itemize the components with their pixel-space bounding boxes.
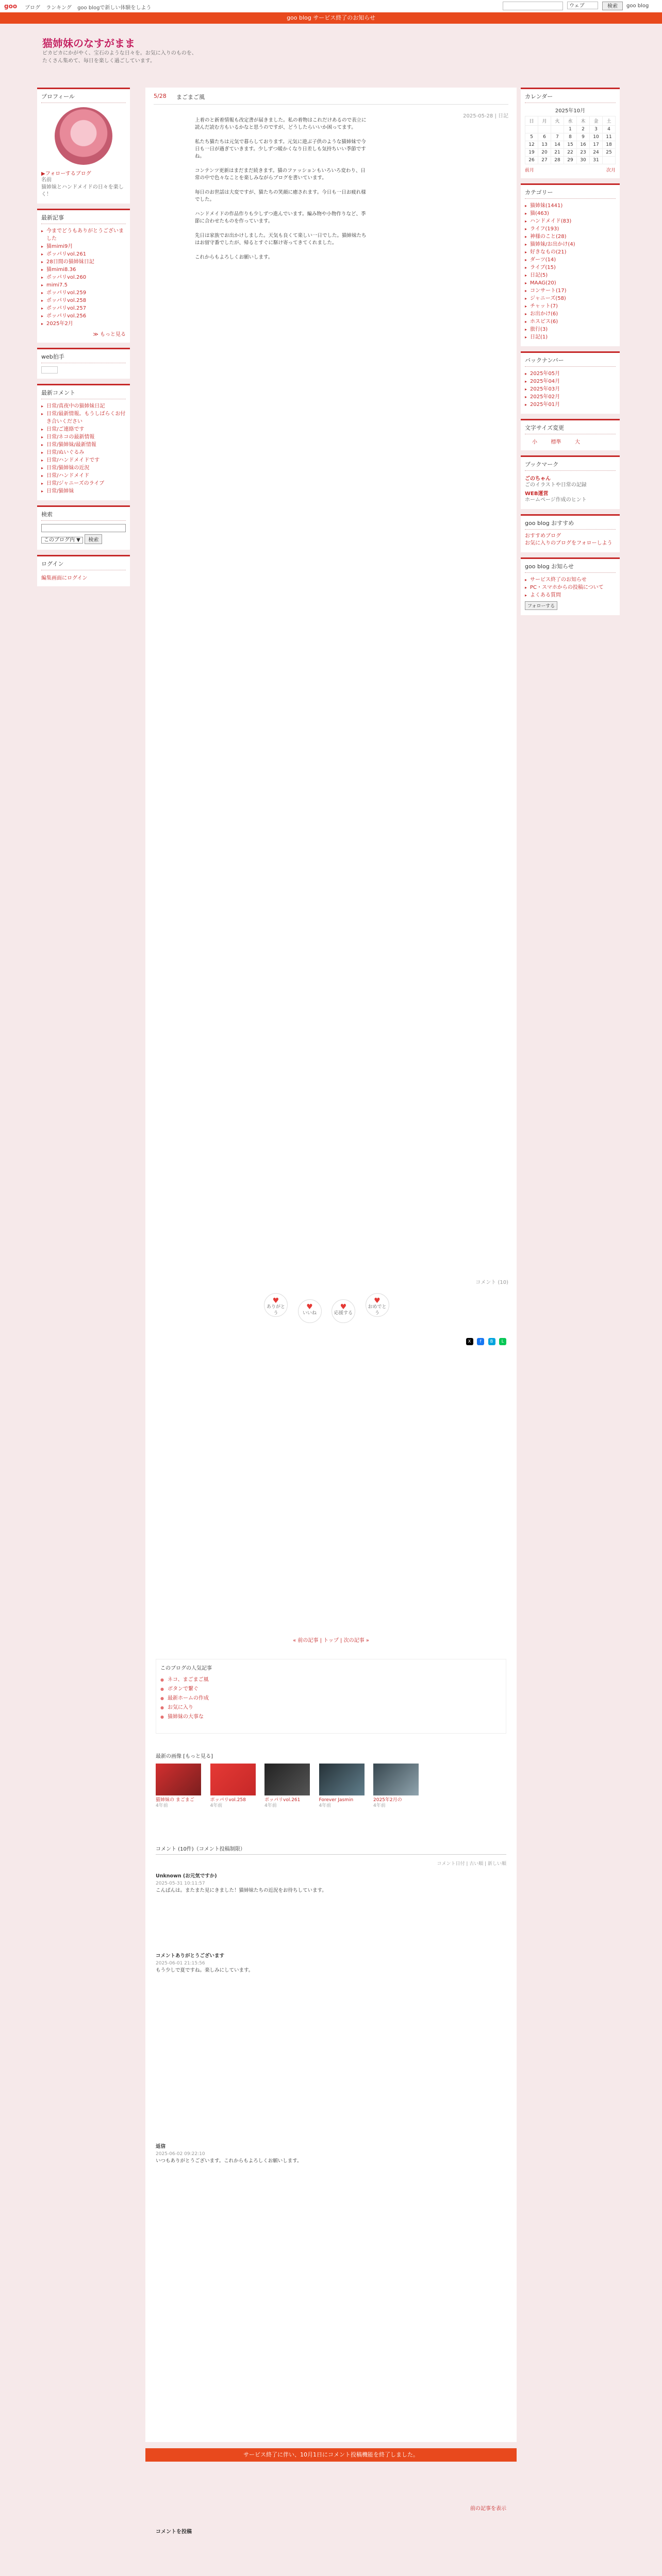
category-item[interactable]: ▸ 猫姉妹(1441) (525, 202, 616, 210)
comment-text: こんばんは。またまた見にきました！猫姉妹たちの近況をお待ちしています。 (156, 1888, 327, 1893)
category-item[interactable]: ▸ 神様のこと(28) (525, 233, 616, 241)
reaction-congrats-button[interactable]: ♥ おめでとう (366, 1293, 389, 1317)
bookmark-box (521, 455, 620, 509)
blog-search-box (37, 505, 130, 550)
search-button[interactable]: 検索 (602, 2, 623, 10)
archive-title: バックナンバー (525, 356, 616, 367)
recent-post-item[interactable]: ▸ ポッパリvol.257 (41, 304, 126, 312)
recent-comment-item[interactable]: ▸ 日常/猫姉妹 (41, 487, 126, 495)
left-sidebar (37, 88, 130, 591)
goo-recommend-link[interactable]: おすすめブログ (525, 533, 561, 539)
image-thumb[interactable]: Forever Jasmin 4年前 (319, 1764, 365, 1809)
goo-news-item[interactable]: ▸ PC・スマホからの投稿について (525, 584, 616, 591)
recent-comment-item[interactable]: ▸ 日常/ご連絡です (41, 426, 126, 433)
recent-post-item[interactable]: ▸ 2025年2月 (41, 320, 126, 328)
comment-author: Unknown (お元気ですか) (156, 1873, 217, 1879)
search-scope-select[interactable]: ウェブ (567, 2, 598, 9)
recent-comment-item[interactable]: ▸ 日常/ハンドメイドです (41, 456, 126, 464)
category-item[interactable]: ▸ MAAG(20) (525, 279, 616, 287)
webclap-button[interactable] (41, 366, 58, 374)
bookmark-link[interactable]: WEB運営 (525, 491, 549, 497)
comment-form-title: コメントを投稿 (156, 2529, 192, 2535)
goo-news-item[interactable]: ▸ よくある質問 (525, 591, 616, 599)
thumb-image (319, 1764, 365, 1795)
hatena-share-icon[interactable]: B (488, 1338, 495, 1345)
archive-item[interactable]: ▸ 2025年02月 (525, 393, 616, 401)
heart-icon: ♥ (272, 1297, 279, 1305)
recent-comments-title: 最新コメント (41, 388, 126, 399)
bookmark-link[interactable]: ごのちゃん (525, 476, 551, 482)
profile-box (37, 88, 130, 204)
recent-post-item[interactable]: ▸ ポッパリvol.259 (41, 289, 126, 297)
category-item[interactable]: ▸ ハンドメイド(83) (525, 217, 616, 225)
recent-comment-item[interactable]: ▸ 日常/猫姉妹の近況 (41, 464, 126, 472)
right-sidebar (521, 88, 620, 620)
recent-post-item[interactable]: ▸ ポッパリvol.260 (41, 274, 126, 281)
recent-post-item[interactable]: ▸ 28日間の猫姉妹日記 (41, 258, 126, 266)
popular-post-item[interactable]: ● 猫姉妹の大事な (160, 1713, 502, 1722)
comment-author: 返信 (156, 2144, 166, 2149)
goo-news-item[interactable]: ▸ サービス終了のお知らせ (525, 576, 616, 584)
search-input[interactable] (503, 2, 563, 10)
blog-search-input[interactable] (41, 524, 126, 532)
recent-comment-item[interactable]: ▸ 日常/真夜中の猫姉妹日記 (41, 402, 126, 410)
thumb-image (156, 1764, 201, 1795)
line-share-icon[interactable]: L (499, 1338, 506, 1345)
bookmark-desc: ごのイラストや日常の記録 (525, 482, 587, 488)
login-link[interactable]: 編集画面にログイン (41, 575, 88, 581)
share-buttons (464, 1337, 507, 1345)
archive-item[interactable]: ▸ 2025年05月 (525, 370, 616, 378)
category-item[interactable]: ▸ コンサート(17) (525, 287, 616, 295)
recent-post-item[interactable]: ▸ ポッパリvol.258 (41, 297, 126, 304)
entry-body (195, 117, 370, 261)
recent-comments-box (37, 384, 130, 500)
promo-banner[interactable]: goo blog サービス終了のお知らせ (0, 12, 662, 24)
category-item[interactable]: ▸ 猫姉妹/お出かけ(4) (525, 241, 616, 248)
recent-more-link[interactable]: ≫ もっと見る (93, 332, 126, 337)
recent-comment-item[interactable]: ▸ 日常/ネコの最新情報 (41, 433, 126, 441)
category-item[interactable]: ▸ 好きなもの(21) (525, 248, 616, 256)
category-item[interactable]: ▸ 猫(463) (525, 210, 616, 217)
comments-sort-links[interactable]: コメント日付 | 古い順 | 新しい順 (437, 1861, 506, 1867)
category-item[interactable]: ▸ ライブ(15) (525, 264, 616, 272)
thumb-image (264, 1764, 310, 1795)
category-item[interactable]: ▸ ライフ(193) (525, 225, 616, 233)
toplink-ranking[interactable]: ランキング (46, 5, 72, 11)
recent-comment-item[interactable]: ▸ 日常/ハンドメイド (41, 472, 126, 480)
blog-title[interactable]: 猫姉妹のなすがまま (42, 37, 135, 49)
comment-text: もう少しで夏ですね。楽しみにしています。 (156, 1968, 254, 1973)
comment-item (156, 1953, 506, 1974)
calendar-nav (525, 166, 616, 173)
comment-date: 2025-06-02 09:22:10 (156, 2151, 205, 2157)
popular-post-item[interactable]: ● 最新ホームの作成 (160, 1694, 502, 1703)
comments-pager-link[interactable]: 前の記事を表示 (470, 2506, 506, 2512)
recent-comment-item[interactable]: ▸ 日常/ジャニーズのライブ (41, 480, 126, 487)
popular-post-item[interactable]: ● お気に入り (160, 1703, 502, 1713)
profile-title: プロフィール (41, 92, 126, 103)
webclap-title: web拍手 (41, 352, 126, 363)
entry-paragraph: 先日は家族でお出かけしました。天気も良くて楽しい一日でした。猫姉妹たちはお留守番でしたが、帰るとすぐに駆け寄ってきてくれました。 (195, 233, 367, 246)
recent-posts-box (37, 209, 130, 343)
top-links (25, 3, 155, 11)
category-item[interactable]: ▸ ホスピス(6) (525, 318, 616, 326)
toplink-blog[interactable]: ブログ (25, 5, 40, 11)
entry-paragraph: これからもよろしくお願いします。 (195, 255, 273, 260)
recent-comment-item[interactable]: ▸ 日常/最新情報。もうしばらくお付き合いください (41, 410, 126, 426)
login-box (37, 555, 130, 586)
recent-comment-item[interactable]: ▸ 日常/猫姉妹/最新情報 (41, 441, 126, 449)
comment-text: いつもありがとうございます。これからもよろしくお願いします。 (156, 2158, 302, 2164)
goo-news-box (521, 557, 620, 615)
category-box (521, 183, 620, 346)
goo-blog-link[interactable]: goo blog (626, 3, 649, 9)
top-toolbar (0, 0, 662, 13)
profile-desc: 猫姉妹とハンドメイドの日々を楽しく！ (41, 184, 124, 197)
follow-blogs-link[interactable]: ▶フォローするブログ (41, 171, 91, 177)
recent-post-item[interactable]: ▸ ポッパリvol.261 (41, 250, 126, 258)
category-item[interactable]: ▸ 日記(5) (525, 272, 616, 279)
popular-posts-title: このブログの人気記事 (160, 1666, 212, 1671)
thumbs-up-icon: ♥ (306, 1303, 313, 1311)
calendar-box (521, 88, 620, 178)
goo-logo[interactable]: goo (4, 3, 18, 10)
goo-news-title: goo blog お知らせ (525, 562, 616, 573)
webclap-box (37, 348, 130, 379)
entry-nav-links[interactable]: « 前の記事 | トップ | 次の記事 » (293, 1638, 369, 1643)
popular-post-item[interactable]: ● ボタンで繋ぐ (160, 1685, 502, 1694)
fontsize-box (521, 419, 620, 450)
category-title: カテゴリー (525, 188, 616, 199)
goo-recommend-box (521, 514, 620, 552)
comment-count-link[interactable]: コメント (10) (475, 1280, 508, 1285)
blog-description: ピカピカにかがやく、宝石のような日々を。お気に入りのものを、たくさん集めて、毎日を楽しく過ごしています。 (42, 50, 197, 64)
comment-date: 2025-05-31 10:11:57 (156, 1881, 205, 1886)
comment-author: コメントありがとうございます (156, 1953, 225, 1959)
goo-feature-link[interactable]: お気に入りのブログをフォローしよう (525, 540, 613, 546)
popular-post-item[interactable]: ● ネコ、まごまご風 (160, 1675, 502, 1685)
recent-comment-item[interactable]: ▸ 日常/ぬいぐるみ (41, 449, 126, 456)
recent-images-title[interactable]: 最新の画像 [もっと見る] (156, 1754, 213, 1759)
thumb-image (210, 1764, 256, 1795)
entry-paragraph: コンテンツ更新はまだまだ続きます。猫のファッションもいろいろ変わり、日常の中で色々なことを楽しみながらブログを書いています。 (195, 168, 366, 181)
category-item[interactable]: ▸ チャット(7) (525, 302, 616, 310)
entry-paragraph: 上着のと新着情報も改定書が届きました。私の着物はこれだけあるので表立に読んだ読む方もいるかなと思うのですが、どうしたらいいか困ってます。 (195, 117, 367, 130)
recent-post-item[interactable]: ▸ mimi7.5 (41, 281, 126, 289)
recent-post-item[interactable]: ▸ 猫mimi8.36 (41, 266, 126, 274)
image-thumb[interactable]: 2025年2月の 4年前 (373, 1764, 419, 1809)
reaction-thanks-button[interactable]: ♥ ありがとう (264, 1293, 288, 1317)
entry-header (154, 93, 508, 105)
avatar (55, 107, 112, 165)
x-share-icon[interactable]: X (466, 1338, 473, 1345)
entry-meta: 2025-05-28 | 日記 (463, 113, 508, 119)
archive-item[interactable]: ▸ 2025年01月 (525, 401, 616, 409)
entry-paragraph: ハンドメイドの作品作りも少しずつ進んでいます。編み物や小物作りなど、季節に合わせたものを作っています。 (195, 211, 366, 224)
entry-paragraph: 毎日のお世話は大変ですが、猫たちの笑顔に癒されます。今日も一日お疲れ様でした。 (195, 190, 366, 202)
category-item[interactable]: ▸ ジャニーズ(58) (525, 295, 616, 302)
blog-search-button[interactable]: 検索 (85, 534, 102, 544)
follow-button[interactable]: フォローする (525, 601, 557, 610)
entry-title[interactable]: まごまご風 (176, 94, 205, 100)
image-thumb[interactable]: ポッパリvol.261 4年前 (264, 1764, 310, 1809)
image-thumb[interactable]: 猫姉妹の まごまご 4年前 (156, 1764, 201, 1809)
recent-images (156, 1752, 506, 1809)
thumb-image (373, 1764, 419, 1795)
party-icon: ♥ (374, 1297, 380, 1305)
facebook-share-icon[interactable]: f (477, 1338, 484, 1345)
recent-posts-title: 最新記事 (41, 213, 126, 224)
goo-recommend-title: goo blog おすすめ (525, 519, 616, 530)
bookmark-title: ブックマーク (525, 460, 616, 471)
calendar-month: 2025年10月 (555, 108, 586, 114)
toplink-new[interactable]: goo blogで新しい体験をしよう (77, 5, 152, 11)
login-title: ログイン (41, 560, 126, 570)
entry-paragraph: 私たち猫たちは元気で暮らしております。元気に遊ぶ子供のような猫姉妹で今日も一日が過ぎていきます。少しずつ暖かくなり日差しも気持ちいい季節ですね。 (195, 139, 366, 159)
fontsize-small-button[interactable]: 小 (532, 439, 537, 445)
recent-post-item[interactable]: ▸ 猫mimi9月 (41, 243, 126, 250)
calendar-table: 日 月 火 水 木 金 土 1 2 3 4 5 6 7 8 9 10 11 12 13 14 15 16 17 18 19 20 21 22 23 24 25 26 27 28 29 30 31 (525, 116, 616, 164)
comment-item (156, 2143, 506, 2165)
reaction-cheer-button[interactable]: ♥ 応援する (332, 1299, 355, 1323)
fontsize-normal-button[interactable]: 標準 (551, 439, 561, 445)
flag-icon: ♥ (340, 1303, 347, 1311)
archive-item[interactable]: ▸ 2025年03月 (525, 385, 616, 393)
blog-search-title: 検索 (41, 510, 126, 521)
blog-search-scope[interactable]: このブログ内 ▼ (41, 537, 83, 544)
archive-box (521, 351, 620, 414)
popular-posts-box (156, 1659, 506, 1734)
comment-item (156, 1873, 506, 1894)
calendar-next-link[interactable]: 次月 (606, 168, 616, 173)
recent-post-item[interactable]: ▸ ポッパリvol.256 (41, 312, 126, 320)
category-item[interactable]: ▸ お出かけ(6) (525, 310, 616, 318)
category-item[interactable]: ▸ 日記(1) (525, 333, 616, 341)
entry-date-label: 5/28 (154, 93, 167, 99)
archive-item[interactable]: ▸ 2025年04月 (525, 378, 616, 385)
calendar-title: カレンダー (525, 92, 616, 103)
recent-post-item[interactable]: ▸ 今までどうもありがとうございました (41, 227, 126, 243)
category-item[interactable]: ▸ 旅行(3) (525, 326, 616, 333)
reaction-like-button[interactable]: ♥ いいね (298, 1299, 322, 1323)
comment-date: 2025-06-01 21:15:56 (156, 1961, 205, 1966)
comment-closed-banner[interactable]: サービス終了に伴い、10月1日にコメント投稿機能を終了しました。 (145, 2448, 517, 2462)
profile-name: 名前 (41, 177, 52, 183)
fontsize-title: 文字サイズ変更 (525, 423, 616, 434)
calendar-prev-link[interactable]: 前月 (525, 168, 535, 173)
reactions (264, 1293, 398, 1323)
comments-header: コメント (10件)（コメント投稿制限） (156, 1844, 506, 1855)
category-item[interactable]: ▸ ダーツ(14) (525, 256, 616, 264)
fontsize-large-button[interactable]: 大 (575, 439, 580, 445)
bookmark-desc: ホームページ作成のヒント (525, 497, 587, 503)
image-thumb[interactable]: ポッパリvol.258 4年前 (210, 1764, 256, 1809)
